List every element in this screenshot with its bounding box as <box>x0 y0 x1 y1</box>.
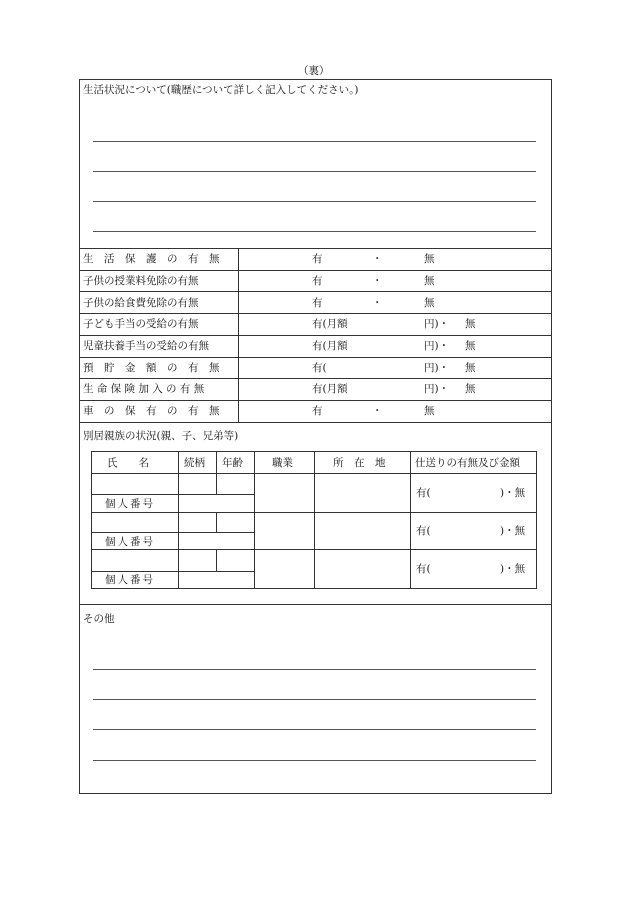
status-no[interactable]: 無 <box>424 253 435 265</box>
status-no[interactable]: 無 <box>424 405 435 417</box>
divider <box>80 313 551 314</box>
life-write-line-3[interactable] <box>93 201 536 202</box>
header-relation: 続柄 <box>184 457 205 469</box>
status-yes[interactable]: 有 <box>312 405 323 417</box>
life-write-line-1[interactable] <box>93 141 536 142</box>
other-write-line-1[interactable] <box>93 669 536 670</box>
life-section-title: 生活状況について(職歴について詳しく記入してください。) <box>83 84 359 96</box>
status-label: 子供の給食費免除の有無 <box>83 297 199 309</box>
status-no[interactable]: 無 <box>424 275 435 287</box>
header-address: 所 在 地 <box>333 457 386 469</box>
status-no[interactable]: 無 <box>424 297 435 309</box>
life-write-line-2[interactable] <box>93 171 536 172</box>
status-sep: 円)・ <box>424 383 450 395</box>
remit-end[interactable]: )・無 <box>500 487 526 499</box>
header-job: 職業 <box>272 457 293 469</box>
life-write-line-4[interactable] <box>93 231 536 232</box>
status-yes[interactable]: 有 <box>312 253 323 265</box>
personal-number-label: 個人番号 <box>105 536 155 548</box>
remit-yes[interactable]: 有( <box>416 525 431 537</box>
divider <box>80 270 551 271</box>
status-no[interactable]: 無 <box>465 383 476 395</box>
other-write-line-4[interactable] <box>93 760 536 761</box>
col-divider <box>410 452 411 588</box>
remit-yes[interactable]: 有( <box>416 487 431 499</box>
sub-divider <box>92 494 254 495</box>
header-name: 氏 名 <box>107 457 149 469</box>
status-sep: ・ <box>372 275 383 287</box>
status-sep: ・ <box>372 297 383 309</box>
status-label: 児童扶養手当の受給の有無 <box>83 340 209 352</box>
status-column-divider <box>238 248 239 422</box>
divider <box>80 400 551 401</box>
status-sep: 円)・ <box>424 340 450 352</box>
status-label: 子ども手当の受給の有無 <box>83 318 199 330</box>
status-label: 車 の 保 有 の 有 無 <box>83 405 220 417</box>
status-label: 子供の授業料免除の有無 <box>83 275 199 287</box>
status-yes[interactable]: 有( <box>312 362 327 374</box>
divider <box>80 248 551 249</box>
header-age: 年齢 <box>222 457 243 469</box>
header-remit: 仕送りの有無及び金額 <box>415 457 520 469</box>
col-divider <box>314 452 315 588</box>
relatives-title: 別居親族の状況(親、子、兄弟等) <box>83 430 239 442</box>
other-write-line-3[interactable] <box>93 729 536 730</box>
remit-end[interactable]: )・無 <box>500 525 526 537</box>
status-yes[interactable]: 有(月額 <box>312 383 348 395</box>
status-yes[interactable]: 有 <box>312 275 323 287</box>
col-divider <box>216 512 217 532</box>
divider <box>80 335 551 336</box>
status-no[interactable]: 無 <box>465 340 476 352</box>
status-no[interactable]: 無 <box>465 362 476 374</box>
personal-number-label: 個人番号 <box>105 574 155 586</box>
divider <box>80 357 551 358</box>
remit-yes[interactable]: 有( <box>416 563 431 575</box>
status-label: 生 命 保 険 加 入 の 有 無 <box>83 383 205 395</box>
status-sep: ・ <box>372 253 383 265</box>
status-no[interactable]: 無 <box>465 318 476 330</box>
divider <box>80 604 551 605</box>
status-yes[interactable]: 有(月額 <box>312 318 348 330</box>
sub-divider <box>92 532 254 533</box>
status-sep: ・ <box>372 405 383 417</box>
col-divider <box>216 474 217 494</box>
status-sep: 円)・ <box>424 318 450 330</box>
remit-end[interactable]: )・無 <box>500 563 526 575</box>
col-divider <box>216 452 217 474</box>
status-label: 生 活 保 護 の 有 無 <box>83 253 220 265</box>
col-divider <box>216 549 217 571</box>
other-section-title: その他 <box>83 613 115 625</box>
divider <box>80 378 551 379</box>
status-yes[interactable]: 有(月額 <box>312 340 348 352</box>
other-write-line-2[interactable] <box>93 699 536 700</box>
divider <box>80 422 551 423</box>
divider <box>80 291 551 292</box>
personal-number-label: 個人番号 <box>105 498 155 510</box>
status-label: 預 貯 金 額 の 有 無 <box>83 362 220 374</box>
status-sep: 円)・ <box>424 362 450 374</box>
col-divider <box>178 452 179 588</box>
col-divider <box>254 452 255 588</box>
sub-divider <box>92 571 254 572</box>
page-label: （裏） <box>298 65 330 77</box>
status-yes[interactable]: 有 <box>312 297 323 309</box>
